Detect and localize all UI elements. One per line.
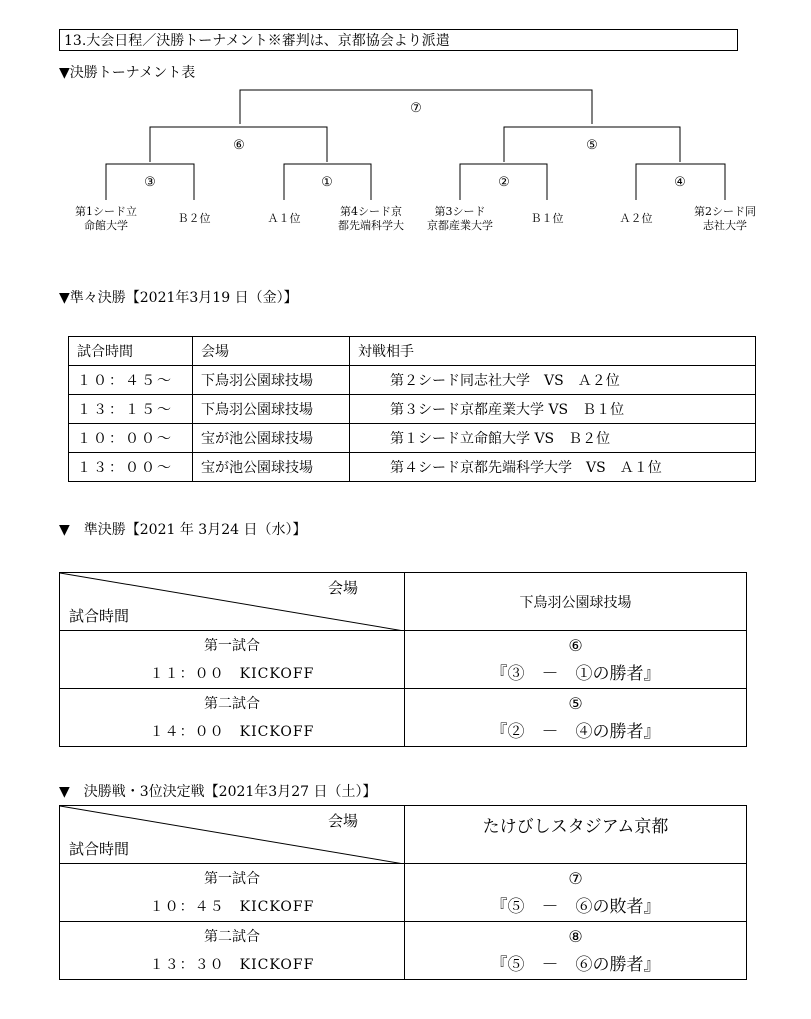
kickoff-time: １０：４５ KICKOFF xyxy=(149,898,315,915)
opponents: 第４シード京都先端科学大学 VS Ａ１位 xyxy=(350,453,756,482)
table-row xyxy=(60,631,747,689)
bracket-team: Ａ２位 xyxy=(619,212,653,225)
sf-schedule-table xyxy=(59,572,747,747)
final-heading: ▼ 決勝戦・3位決定戦【2021年3月27 日（土）】 xyxy=(59,784,377,800)
venue-name: たけびしスタジアム京都 xyxy=(405,806,747,864)
matchup-desc: 『② － ④の勝者』 xyxy=(490,721,661,742)
matchup-desc: 『③ － ①の勝者』 xyxy=(490,663,661,684)
venue: 下鳥羽公園球技場 xyxy=(193,395,350,424)
table-row xyxy=(69,366,756,395)
match-number: ⑤ xyxy=(568,693,583,713)
matchup-cell xyxy=(405,689,747,747)
bracket-team: 第3シード 京都産業大学 xyxy=(427,205,493,232)
match-cell xyxy=(60,631,405,689)
diagonal-header-cell xyxy=(60,573,405,631)
match-number: ⑥ xyxy=(568,635,583,655)
match-label: 第一試合 xyxy=(204,637,260,654)
bracket-team: Ａ１位 xyxy=(267,212,301,225)
opponents: 第３シード京都産業大学 VS Ｂ１位 xyxy=(350,395,756,424)
column-header: 会場 xyxy=(193,337,350,366)
table-row xyxy=(69,453,756,482)
time-label: 試合時間 xyxy=(69,840,130,858)
bracket-quarter-number: ④ xyxy=(674,175,686,190)
table-header-row xyxy=(60,573,747,631)
venue: 宝が池公園球技場 xyxy=(193,453,350,482)
matchup-cell xyxy=(405,864,747,922)
matchup-desc: 『⑤ － ⑥の敗者』 xyxy=(490,896,661,917)
kickoff-time: １１：００ KICKOFF xyxy=(149,665,315,682)
venue-label: 会場 xyxy=(327,812,358,830)
opponents: 第１シード立命館大学 VS Ｂ２位 xyxy=(350,424,756,453)
qf-heading: ▼準々決勝【2021年3月19 日（金）】 xyxy=(59,290,298,306)
venue: 下鳥羽公園球技場 xyxy=(193,366,350,395)
diagonal-header-cell xyxy=(60,806,405,864)
table-row xyxy=(60,864,747,922)
table-header-row xyxy=(60,806,747,864)
column-header: 試合時間 xyxy=(69,337,193,366)
match-cell xyxy=(60,864,405,922)
opponents: 第２シード同志社大学 VS Ａ２位 xyxy=(350,366,756,395)
sf-heading: ▼ 準決勝【2021 年 3月24 日（水）】 xyxy=(59,522,307,538)
time-label: 試合時間 xyxy=(69,607,130,625)
match-cell xyxy=(60,689,405,747)
match-label: 第二試合 xyxy=(204,695,260,712)
match-number: ⑧ xyxy=(568,926,583,946)
match-number: ⑦ xyxy=(568,868,583,888)
qf-schedule-table xyxy=(68,336,756,482)
venue-name: 下鳥羽公園球技場 xyxy=(405,573,747,631)
bracket-semi-number: ⑥ xyxy=(233,138,245,153)
section-title: 13.大会日程／決勝トーナメント※審判は、京都協会より派遣 xyxy=(59,29,738,51)
table-row xyxy=(69,395,756,424)
bracket-quarter-number: ② xyxy=(498,175,510,190)
bracket-heading: ▼決勝トーナメント表 xyxy=(59,65,196,81)
match-time: １３：００～ xyxy=(69,453,193,482)
bracket-team: 第2シード同 志社大学 xyxy=(694,205,756,232)
table-row xyxy=(60,922,747,980)
table-row xyxy=(69,424,756,453)
bracket-team: Ｂ１位 xyxy=(530,212,564,225)
bracket-team: 第4シード京 都先端科学大 xyxy=(338,205,404,232)
final-schedule-table xyxy=(59,805,747,980)
kickoff-time: １３：３０ KICKOFF xyxy=(149,956,315,973)
match-label: 第二試合 xyxy=(204,928,260,945)
venue: 宝が池公園球技場 xyxy=(193,424,350,453)
column-header: 対戦相手 xyxy=(350,337,756,366)
bracket-final-number: ⑦ xyxy=(410,101,422,116)
table-header-row xyxy=(69,337,756,366)
bracket-semi-number: ⑤ xyxy=(586,138,598,153)
matchup-desc: 『⑤ － ⑥の勝者』 xyxy=(490,954,661,975)
bracket-quarter-number: ① xyxy=(321,175,333,190)
bracket-quarter-number: ③ xyxy=(144,175,156,190)
match-time: １３：１５～ xyxy=(69,395,193,424)
venue-label: 会場 xyxy=(327,579,358,597)
matchup-cell xyxy=(405,922,747,980)
match-time: １０：００～ xyxy=(69,424,193,453)
bracket-team: Ｂ２位 xyxy=(177,212,211,225)
matchup-cell xyxy=(405,631,747,689)
match-cell xyxy=(60,922,405,980)
bracket-team: 第1シード立 命館大学 xyxy=(75,205,137,232)
match-time: １０：４５～ xyxy=(69,366,193,395)
table-row xyxy=(60,689,747,747)
kickoff-time: １４：００ KICKOFF xyxy=(149,723,315,740)
match-label: 第一試合 xyxy=(204,870,260,887)
